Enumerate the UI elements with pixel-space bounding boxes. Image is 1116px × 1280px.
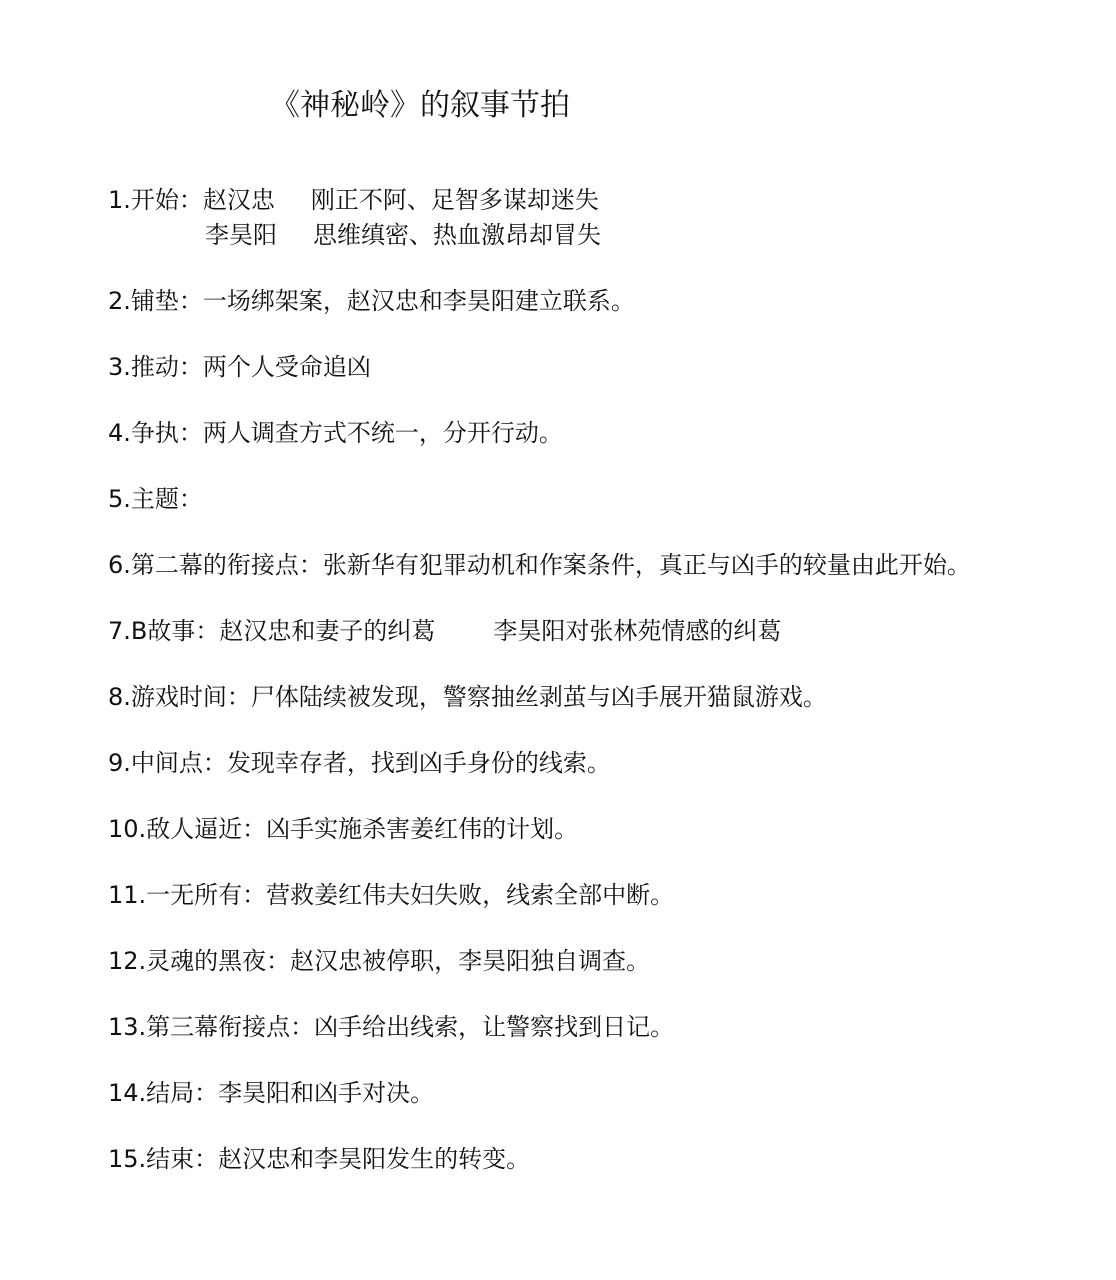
beat-3 <box>108 350 371 384</box>
beat-text: 发现幸存者，找到凶手身份的线索。 <box>226 749 611 777</box>
beat-label: 15.结束： <box>108 1145 219 1173</box>
beat-4 <box>108 416 563 450</box>
beat-label: 14.结局： <box>108 1079 219 1107</box>
beat-label: 13.第三幕衔接点： <box>108 1013 315 1041</box>
beat-7 <box>108 614 781 648</box>
beat-text: 赵汉忠和妻子的纠葛 <box>219 617 436 645</box>
beat-label: 8.游戏时间： <box>108 683 251 711</box>
beat-8 <box>108 680 827 714</box>
beat-label: 11.一无所有： <box>108 881 267 909</box>
beat-1-line-1 <box>108 183 599 217</box>
beat-label: 12.灵魂的黑夜： <box>108 947 291 975</box>
beat-text: 赵汉忠和李昊阳发生的转变。 <box>218 1145 531 1173</box>
beat-9 <box>108 746 611 780</box>
beat-label: 9.中间点： <box>108 749 227 777</box>
beat-text: 赵汉忠被停职，李昊阳独自调查。 <box>290 947 651 975</box>
beat-11 <box>108 878 674 912</box>
beat-5 <box>108 482 203 516</box>
beat-label: 4.争执： <box>108 419 203 447</box>
beat-label: 6.第二幕的衔接点： <box>108 551 323 579</box>
beat-15 <box>108 1142 530 1176</box>
character-description: 思维缜密、热血激昂却冒失 <box>313 221 601 249</box>
beat-text: 凶手实施杀害姜红伟的计划。 <box>266 815 579 843</box>
beat-12 <box>108 944 650 978</box>
beat-text: 两人调查方式不统一，分开行动。 <box>202 419 563 447</box>
beat-label: 3.推动： <box>108 353 203 381</box>
beat-text: 尸体陆续被发现，警察抽丝剥茧与凶手展开猫鼠游戏。 <box>250 683 827 711</box>
beat-10 <box>108 812 578 846</box>
beat-label: 7.B故事： <box>108 617 220 645</box>
beat-2 <box>108 284 635 318</box>
beat-14 <box>108 1076 434 1110</box>
beat-text: 两个人受命追凶 <box>202 353 371 381</box>
beat-text: 凶手给出线索，让警察找到日记。 <box>314 1013 675 1041</box>
beat-label: 10.敌人逼近： <box>108 815 267 843</box>
beat-1-line-2 <box>205 218 601 252</box>
beat-6 <box>108 548 971 582</box>
character-description: 刚正不阿、足智多谋却迷失 <box>310 186 599 214</box>
beat-text: 营救姜红伟夫妇失败，线索全部中断。 <box>266 881 675 909</box>
beat-13 <box>108 1010 674 1044</box>
beat-text-secondary: 李昊阳对张林苑情感的纠葛 <box>493 617 782 645</box>
character-name: 李昊阳 <box>205 221 277 249</box>
beat-text: 一场绑架案，赵汉忠和李昊阳建立联系。 <box>202 287 635 315</box>
beat-label: 2.铺垫： <box>108 287 203 315</box>
document-title: 《神秘岭》的叙事节拍 <box>270 88 570 123</box>
beat-text: 张新华有犯罪动机和作案条件，真正与凶手的较量由此开始。 <box>322 551 971 579</box>
beat-label: 1.开始： <box>108 186 203 214</box>
beat-text: 李昊阳和凶手对决。 <box>218 1079 435 1107</box>
character-name: 赵汉忠 <box>202 186 275 214</box>
beat-label: 5.主题： <box>108 485 203 513</box>
